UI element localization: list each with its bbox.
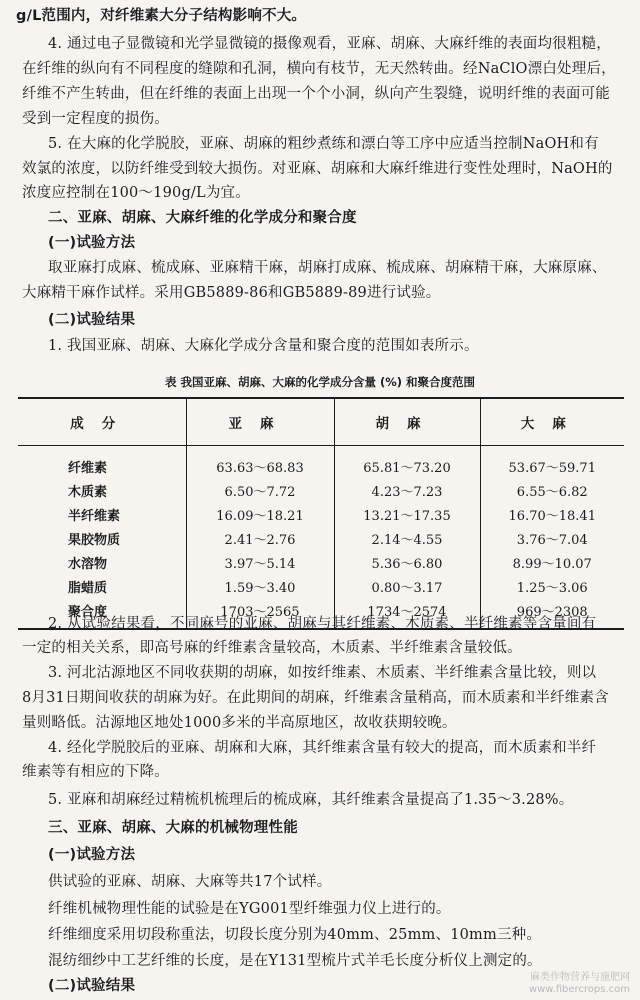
text-line: 在纤维的纵向有不同程度的缝隙和孔洞，横向有枝节，无天然转曲。经NaClO漂白处理后，: [22, 61, 616, 77]
text-line: 2. 从试验结果看，不同麻号的亚麻、胡麻与其纤维素、木质素、半纤维素等含量间有: [48, 616, 597, 632]
table-cell: 3.97～5.14: [186, 550, 334, 574]
table-cell: 5.36～6.80: [334, 550, 480, 574]
table-cell: 水溶物: [68, 556, 108, 572]
subsection-heading: (一)试验方法: [48, 847, 136, 863]
table-cell: 13.21～17.35: [334, 502, 480, 526]
site-watermark: [529, 972, 630, 996]
column-header: 成分: [18, 398, 186, 446]
table-cell: 1703～2565: [186, 598, 334, 629]
subsection-heading: (二)试验结果: [48, 312, 136, 328]
text-line: 供试验的亚麻、胡麻、大麻等共17个试样。: [48, 874, 332, 890]
table-row: [18, 502, 624, 526]
watermark-line: 麻类作物营养与施肥网: [530, 972, 630, 983]
table-cell: 2.41～2.76: [186, 526, 334, 550]
text-line: 混纺细纱中工艺纤维的长度，是在Y131型梳片式羊毛长度分析仪上测定的。: [48, 953, 542, 969]
table-cell: 8.99～10.07: [480, 550, 624, 574]
subsection-heading: (二)试验结果: [48, 978, 136, 994]
table-cell: 脂蜡质: [68, 580, 108, 596]
table-cell: 4.23～7.23: [334, 478, 480, 502]
text-line: 一定的相关关系，即高号麻的纤维素含量较高，木质素、半纤维素含量较低。: [22, 640, 522, 656]
column-header: 大麻: [480, 398, 624, 446]
text-line: 浓度应控制在100～190g/L为宜。: [22, 185, 250, 201]
text-line: 4. 通过电子显微镜和光学显微镜的摄像观看，亚麻、胡麻、大麻纤维的表面均很粗糙，: [48, 36, 611, 52]
section-heading: 三、亚麻、胡麻、大麻的机械物理性能: [48, 820, 298, 836]
text-line: g/L范围内，对纤维素大分子结构影响不大。: [16, 8, 307, 24]
text-line: 效氯的浓度，以防纤维受到较大损伤。对亚麻、胡麻和大麻纤维进行变性处理时，NaOH的: [22, 161, 613, 177]
table-cell: 1734～2574: [334, 598, 480, 629]
table-cell: 6.50～7.72: [186, 478, 334, 502]
subsection-heading: (一)试验方法: [48, 235, 136, 251]
table-row: [18, 478, 624, 502]
table-cell: 聚合度: [18, 598, 186, 629]
text-line: 4. 经化学脱胶后的亚麻、胡麻和大麻，其纤维素含量有较大的提高，而木质素和半纤: [48, 740, 597, 756]
text-line: 1. 我国亚麻、胡麻、大麻化学成分含量和聚合度的范围如表所示。: [48, 338, 479, 354]
table-row: [18, 446, 624, 479]
table-cell: 16.09～18.21: [186, 502, 334, 526]
composition-table: [18, 397, 624, 630]
table-row: [18, 526, 624, 550]
table-cell: 半纤维素: [68, 508, 121, 524]
table-cell: 2.14～4.55: [334, 526, 480, 550]
text-line: 纤维机械物理性能的试验是在YG001型纤维强力仪上进行的。: [48, 901, 451, 917]
text-line: 大麻精干麻作试样。采用GB5889-86和GB5889-89进行试验。: [22, 285, 441, 301]
table-header-row: [18, 398, 624, 446]
table-cell: 53.67～59.71: [480, 446, 624, 479]
text-line: 5. 亚麻和胡麻经过精梳机梳理后的梳成麻，其纤维素含量提高了1.35～3.28%。: [48, 792, 574, 808]
table-cell: 6.55～6.82: [480, 478, 624, 502]
table-cell: 纤维素: [68, 460, 108, 476]
text-line: 受到一定程度的损伤。: [22, 111, 169, 127]
section-heading: 二、亚麻、胡麻、大麻纤维的化学成分和聚合度: [48, 210, 357, 226]
text-line: 量则略低。沽源地区地处1000多米的半高原地区，故收获期较晚。: [22, 715, 457, 731]
column-header: 胡麻: [334, 398, 480, 446]
watermark-line: www.fibercrops.com: [528, 984, 630, 995]
text-line: 8月31日期间收获的胡麻为好。在此期间的胡麻，纤维素含量稍高，而木质素和半纤维素含: [22, 690, 609, 706]
table-cell: 1.59～3.40: [186, 574, 334, 598]
text-line: 取亚麻打成麻、梳成麻、亚麻精干麻，胡麻打成麻、梳成麻、胡麻精干麻，大麻原麻、: [48, 260, 607, 276]
text-line: 5. 在大麻的化学脱胶，亚麻、胡麻的粗纱煮练和漂白等工序中应适当控制NaOH和有: [48, 136, 599, 152]
text-line: 纤维不产生转曲，但在纤维的表面上出现一个个小洞，纵向产生裂缝，说明纤维的表面可能: [22, 86, 610, 102]
column-header: 亚麻: [186, 398, 334, 446]
table-title: 表 我国亚麻、胡麻、大麻的化学成分含量 (%) 和聚合度范围: [164, 375, 476, 389]
text-line: 纤维细度采用切段称重法，切段长度分别为40mm、25mm、10mm三种。: [48, 927, 542, 943]
table-cell: 3.76～7.04: [480, 526, 624, 550]
table-cell: 果胶物质: [68, 532, 121, 548]
table-cell: 0.80～3.17: [334, 574, 480, 598]
table-cell: 16.70～18.41: [480, 502, 624, 526]
table-cell: 63.63～68.83: [186, 446, 334, 479]
table-row: [18, 550, 624, 574]
text-line: 3. 河北沽源地区不同收获期的胡麻，如按纤维素、木质素、半纤维素含量比较，则以: [48, 665, 597, 681]
table-cell: 65.81～73.20: [334, 446, 480, 479]
table-cell: 969～2308: [480, 598, 624, 629]
table-cell: 木质素: [68, 484, 108, 500]
text-line: 维素等有相应的下降。: [22, 764, 169, 780]
table-row: [18, 574, 624, 598]
table-cell: 1.25～3.06: [480, 574, 624, 598]
